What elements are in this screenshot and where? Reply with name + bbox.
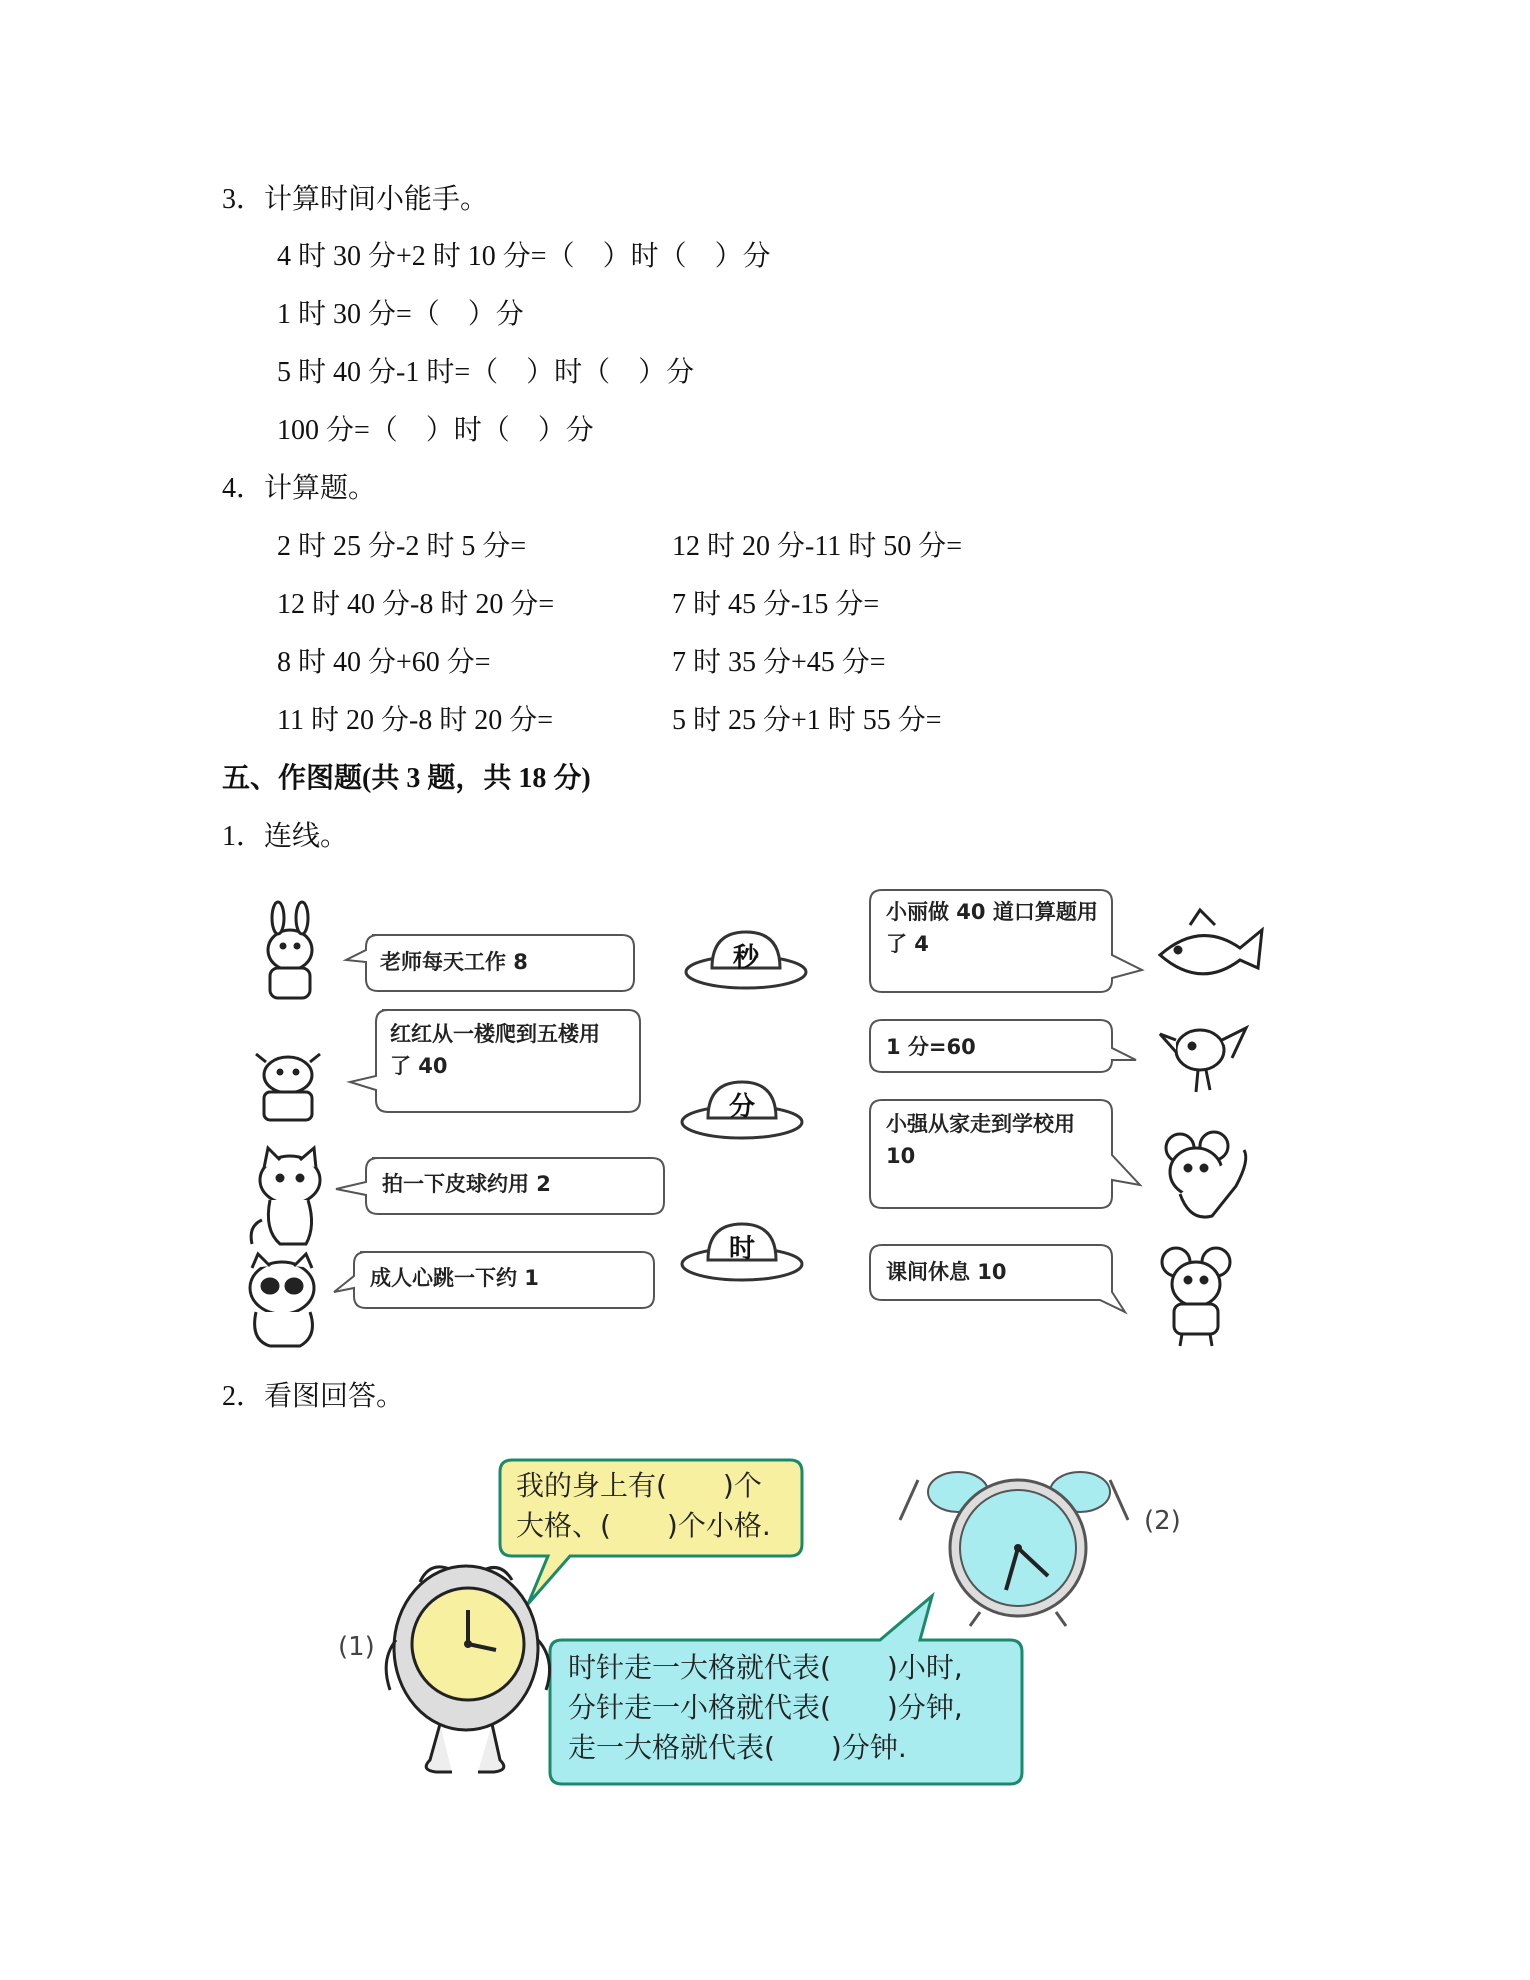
q4-left-3: 8 时 40 分+60 分= — [277, 647, 491, 678]
q1-title: 1．连线。 — [222, 821, 349, 852]
q4-left-1: 2 时 25 分-2 时 5 分= — [277, 531, 527, 562]
q4-right-2: 7 时 45 分-15 分= — [672, 589, 880, 620]
q3-item-4: 100 分=（ ）时（ ）分 — [277, 415, 594, 446]
q4-right-4: 5 时 25 分+1 时 55 分= — [672, 705, 942, 736]
left-bubble-4-text: 成人心跳一下约 1 — [370, 1266, 539, 1290]
right-bubble-4-text: 课间休息 10 — [886, 1260, 1007, 1284]
q3-item-3: 5 时 40 分-1 时=（ ）时（ ）分 — [277, 357, 695, 388]
left-bubble-1-text: 老师每天工作 8 — [380, 950, 528, 974]
right-bubble-2-text: 1 分=60 — [886, 1035, 976, 1059]
hat-label-hours: 时 — [729, 1234, 756, 1264]
clock-1-label: (1) — [338, 1632, 375, 1662]
cyan-bubble-text: 时针走一大格就代表( )小时, 分针走一小格就代表( )分钟, 走一大格就代表( )分钟. — [568, 1651, 963, 1764]
q2-title: 2．看图回答。 — [222, 1381, 405, 1412]
right-bubble-3-text: 小强从家走到学校用 10 — [886, 1112, 1075, 1168]
wall-clock-icon — [900, 1472, 1128, 1626]
hat-label-seconds: 秒 — [733, 943, 760, 973]
yellow-bubble-text: 我的身上有( )个 大格、( )个小格. — [516, 1469, 771, 1542]
q3-item-1: 4 时 30 分+2 时 10 分=（ ）时（ ）分 — [277, 241, 771, 272]
q4-right-3: 7 时 35 分+45 分= — [672, 647, 886, 678]
q4-left-4: 11 时 20 分-8 时 20 分= — [277, 705, 554, 736]
q4-left-2: 12 时 40 分-8 时 20 分= — [277, 589, 555, 620]
clock-2-label: (2) — [1144, 1506, 1181, 1536]
right-bubble-1-text: 小丽做 40 道口算题用 了 4 — [886, 900, 1098, 956]
left-bubble-3-text: 拍一下皮球约用 2 — [382, 1172, 551, 1196]
left-bubble-2-text: 红红从一楼爬到五楼用 了 40 — [390, 1022, 600, 1078]
q3-title: 3．计算时间小能手。 — [222, 184, 489, 215]
hat-label-minutes: 分 — [729, 1092, 756, 1122]
q3-item-2: 1 时 30 分=（ ）分 — [277, 299, 524, 330]
q4-right-1: 12 时 20 分-11 时 50 分= — [672, 531, 963, 562]
q4-title: 4．计算题。 — [222, 473, 377, 504]
alarm-clock-character-icon — [386, 1566, 549, 1772]
section5-heading: 五、作图题(共 3 题，共 18 分) — [222, 763, 591, 794]
